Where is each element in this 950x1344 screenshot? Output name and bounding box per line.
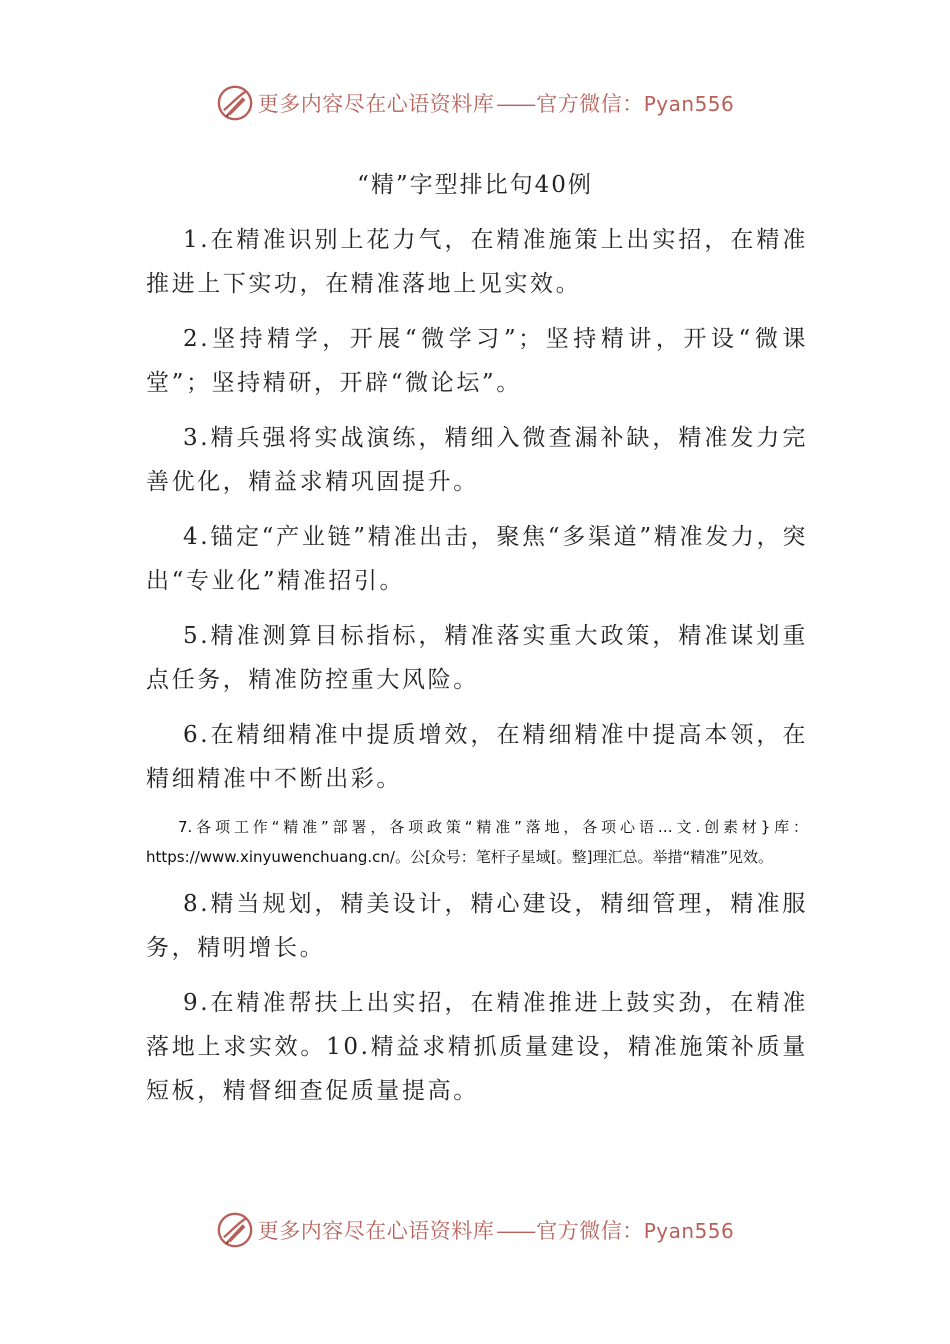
paragraph-5: 5.精准测算目标指标，精准落实重大政策，精准谋划重点任务，精准防控重大风险。 <box>146 623 808 693</box>
paragraph-9: 9.在精准帮扶上出实招，在精准推进上鼓实劲，在精准落地上求实效。10.精益求精抓质量建设，精准施策补质量短板，精督细查促质量提高。 <box>146 990 808 1104</box>
paragraph-8: 8.精当规划，精美设计，精心建设，精细管理，精准服务，精明增长。 <box>146 891 808 961</box>
paragraph-1: 1.在精准识别上花力气，在精准施策上出实招，在精准推进上下实功，在精准落地上见实效。 <box>146 227 808 297</box>
banner-slogan: 更多内容尽在心语资料库 <box>257 92 495 116</box>
pen-logo-icon <box>216 1211 254 1249</box>
footer-banner <box>0 1210 950 1250</box>
header-banner <box>0 83 950 123</box>
paragraph-3: 3.精兵强将实战演练，精细入微查漏补缺，精准发力完善优化，精益求精巩固提升。 <box>146 425 808 495</box>
paragraph-2: 2.坚持精学，开展“微学习”；坚持精讲，开设“微课堂”；坚持精研，开辟“微论坛”。 <box>146 326 808 396</box>
banner-text <box>258 88 735 118</box>
banner-dash: —— <box>496 1219 535 1243</box>
document-title: “精”字型排比句40例 <box>357 172 593 198</box>
banner-text <box>258 1215 735 1245</box>
pen-logo-icon <box>216 84 254 122</box>
banner-suffix: 官方微信： <box>536 92 644 116</box>
banner-slogan: 更多内容尽在心语资料库 <box>257 1219 495 1243</box>
banner-account: Pyan556 <box>643 1219 735 1243</box>
banner-dash: —— <box>496 92 535 116</box>
banner-account: Pyan556 <box>643 92 735 116</box>
paragraph-7: 7.各项工作“精准”部署，各项政策“精准”落地，各项心语…文.创素材}库：https://www.xinyuwenchuang.cn/。公[众号：笔杆子星域[。整]理汇总。举措“精准”见效。 <box>146 818 808 866</box>
paragraph-6: 6.在精细精准中提质增效，在精细精准中提高本领，在精细精准中不断出彩。 <box>146 722 808 792</box>
paragraph-4: 4.锚定“产业链”精准出击，聚焦“多渠道”精准发力，突出“专业化”精准招引。 <box>146 524 808 594</box>
document-body <box>146 218 808 1124</box>
banner-suffix: 官方微信： <box>536 1219 644 1243</box>
